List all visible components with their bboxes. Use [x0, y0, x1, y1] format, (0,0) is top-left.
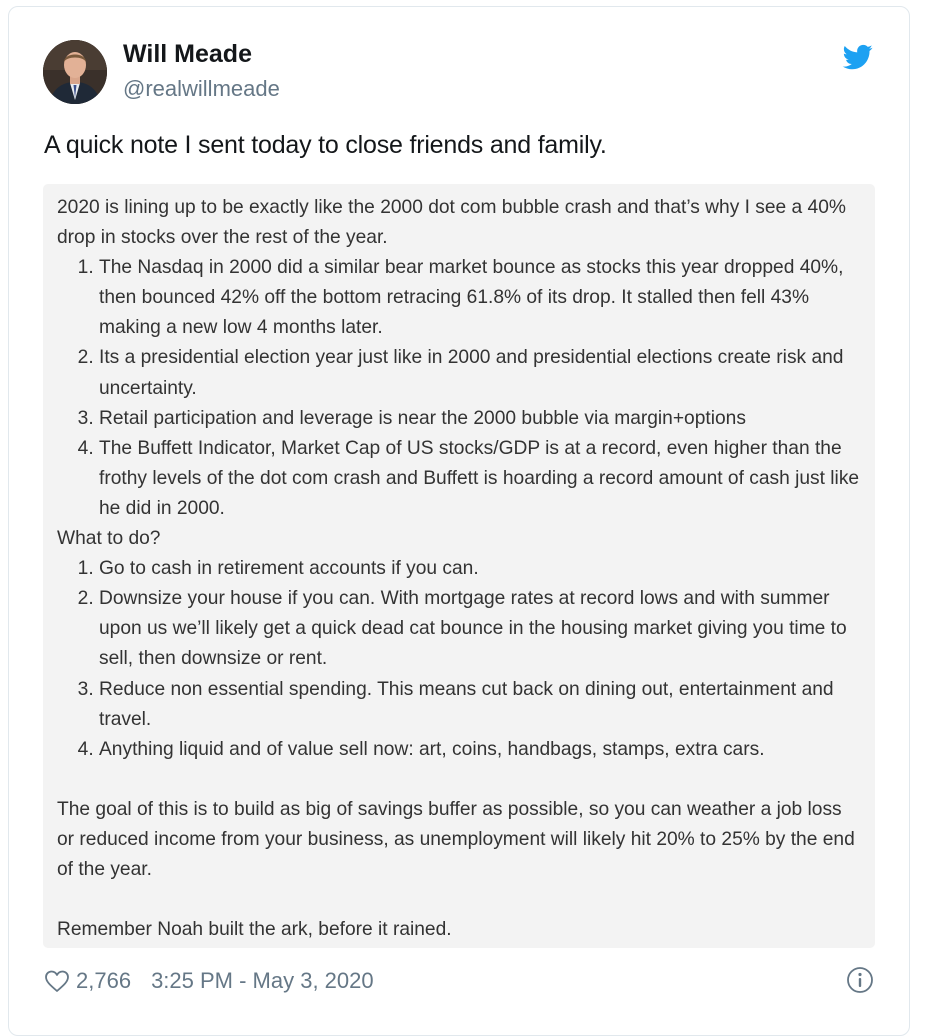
twitter-bird-icon[interactable] — [841, 42, 875, 72]
list-item: 3. Reduce non essential spending. This means cut back on dining out, entertainment and travel. — [99, 675, 861, 735]
list-item: 4. The Buffett Indicator, Market Cap of US stocks/GDP is at a record, even higher than the frothy levels of the dot com crash and Buffett is hoarding a record amount of cash just like he did in 2000. — [99, 434, 861, 524]
note-closing: Remember Noah built the ark, before it rained. — [57, 919, 452, 941]
what-to-do-heading: What to do? — [57, 528, 161, 550]
list-item: 4. Anything liquid and of value sell now: art, coins, handbags, stamps, extra cars. — [99, 735, 861, 765]
user-handle[interactable]: @realwillmeade — [123, 76, 280, 101]
display-name[interactable]: Will Meade — [123, 40, 252, 68]
actions-list — [57, 554, 861, 765]
list-item: 1. The Nasdaq in 2000 did a similar bear market bounce as stocks this year dropped 40%, then bounced 42% off the bottom retracing 61.8% of its drop. It stalled then fell 43% making a new low 4 months later. — [99, 253, 861, 343]
reasons-list — [57, 253, 861, 524]
note-goal: The goal of this is to build as big of savings buffer as possible, so you can weather a job loss or reduced income from your business, as unemployment will likely hit 20% to 25% by the end of the year. — [57, 798, 855, 881]
timestamp[interactable]: 3:25 PM - May 3, 2020 — [151, 968, 374, 993]
like-count[interactable]: 2,766 — [76, 968, 132, 993]
info-icon[interactable] — [846, 966, 874, 994]
tweet-footer — [44, 965, 374, 997]
list-item: 2. Its a presidential election year just like in 2000 and presidential elections create risk and uncertainty. — [99, 343, 861, 403]
avatar[interactable] — [43, 40, 107, 104]
tweet-text: A quick note I sent today to close friends and family. — [44, 131, 607, 159]
heart-icon[interactable] — [44, 969, 70, 993]
list-item: 1. Go to cash in retirement accounts if you can. — [99, 554, 861, 584]
list-item: 2. Downsize your house if you can. With mortgage rates at record lows and with summer upon us we’ll likely get a quick dead cat bounce in the housing market giving you time to sell, then downsize or rent. — [99, 584, 861, 674]
spacer — [57, 885, 861, 915]
list-item: 3. Retail participation and leverage is near the 2000 bubble via margin+options — [99, 404, 861, 434]
note-intro: 2020 is lining up to be exactly like the 2000 dot com bubble crash and that’s why I see a 40% drop in stocks over the rest of the year. — [57, 197, 846, 249]
note-image — [43, 184, 875, 948]
spacer — [57, 765, 861, 795]
